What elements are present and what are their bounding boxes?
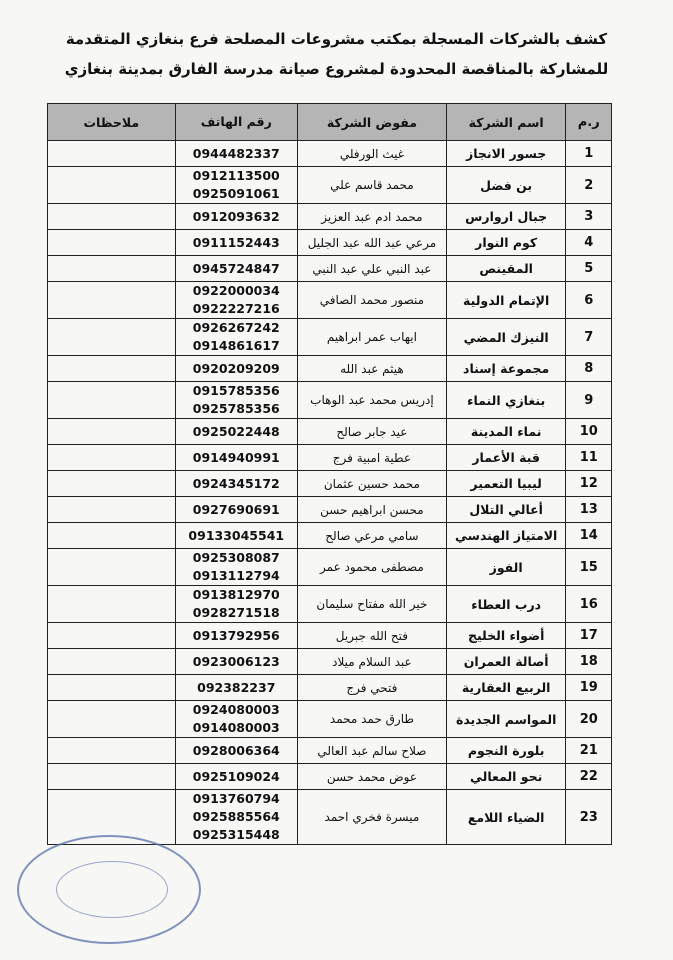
phone-number: 0914861617 xyxy=(192,338,280,353)
phone-number: 0913812970 xyxy=(192,587,280,602)
phone-number: 0914940991 xyxy=(192,449,280,465)
table-row xyxy=(48,549,612,586)
phone-numbers xyxy=(175,586,297,623)
table-header-row xyxy=(48,104,612,141)
phone-numbers xyxy=(175,471,297,497)
row-number: 10 xyxy=(566,419,612,445)
companies-table xyxy=(47,103,612,845)
phone-number: 0924345172 xyxy=(192,475,280,491)
row-number: 5 xyxy=(566,256,612,282)
company-name: المقينص xyxy=(446,256,566,282)
company-representative: محمد حسين عثمان xyxy=(298,471,447,497)
company-representative: مرعي عبد الله عبد الجليل xyxy=(298,230,447,256)
row-number: 4 xyxy=(566,230,612,256)
phone-number: 0912093632 xyxy=(192,208,280,224)
company-representative: طارق حمد محمد xyxy=(298,701,447,738)
company-name: أعالي التلال xyxy=(446,497,566,523)
company-representative: عبد النبي علي عبد النبي xyxy=(298,256,447,282)
row-number: 13 xyxy=(566,497,612,523)
company-name: أصالة العمران xyxy=(446,649,566,675)
header-phone-number: رقم الهاتف xyxy=(175,104,297,141)
company-name: النيزك المضي xyxy=(446,319,566,356)
company-representative: فتح الله جبريل xyxy=(298,623,447,649)
phone-numbers xyxy=(175,790,297,845)
notes-cell xyxy=(48,319,176,356)
company-name: بن فضل xyxy=(446,167,566,204)
row-number: 6 xyxy=(566,282,612,319)
phone-numbers xyxy=(175,141,297,167)
phone-numbers xyxy=(175,738,297,764)
table-row xyxy=(48,675,612,701)
table-row xyxy=(48,167,612,204)
row-number: 16 xyxy=(566,586,612,623)
company-name: نماء المدينة xyxy=(446,419,566,445)
table-row xyxy=(48,230,612,256)
company-representative: عبد السلام ميلاد xyxy=(298,649,447,675)
row-number: 23 xyxy=(566,790,612,845)
phone-number: 0925109024 xyxy=(192,768,280,784)
company-representative: عوض محمد حسن xyxy=(298,764,447,790)
phone-number: 0926267242 xyxy=(192,320,280,335)
company-representative: خير الله مفتاح سليمان xyxy=(298,586,447,623)
table-row xyxy=(48,497,612,523)
header-notes: ملاحظات xyxy=(48,104,176,141)
company-representative: هيثم عبد الله xyxy=(298,356,447,382)
notes-cell xyxy=(48,623,176,649)
company-name: الفوز xyxy=(446,549,566,586)
phone-numbers xyxy=(175,649,297,675)
table-row xyxy=(48,649,612,675)
header-company-representative: مفوض الشركة xyxy=(298,104,447,141)
document-subtitle: للمشاركة بالمناقصة المحدودة لمشروع صيانة مدرسة الفارق بمدينة بنغازي xyxy=(64,60,609,78)
row-number: 20 xyxy=(566,701,612,738)
row-number: 9 xyxy=(566,382,612,419)
notes-cell xyxy=(48,204,176,230)
phone-number: 0925785356 xyxy=(192,401,280,416)
notes-cell xyxy=(48,167,176,204)
phone-numbers xyxy=(175,319,297,356)
company-name: بنغازي النماء xyxy=(446,382,566,419)
row-number: 21 xyxy=(566,738,612,764)
document-title: كشف بالشركات المسجلة بمكتب مشروعات المصلحة فرع بنغازي المتقدمة xyxy=(65,30,608,48)
company-representative: فتحي فرج xyxy=(298,675,447,701)
notes-cell xyxy=(48,586,176,623)
phone-number: 092382237 xyxy=(197,679,276,695)
phone-numbers xyxy=(175,497,297,523)
company-name: درب العطاء xyxy=(446,586,566,623)
company-representative: إدريس محمد عبد الوهاب xyxy=(298,382,447,419)
table-row xyxy=(48,701,612,738)
phone-number: 0925091061 xyxy=(192,186,280,201)
company-representative: عطية امبية فرج xyxy=(298,445,447,471)
phone-number: 0923006123 xyxy=(192,653,280,669)
table-row xyxy=(48,319,612,356)
company-name: الربيع العقارية xyxy=(446,675,566,701)
table-row xyxy=(48,282,612,319)
row-number: 14 xyxy=(566,523,612,549)
phone-number: 0915785356 xyxy=(192,383,280,398)
table-row xyxy=(48,586,612,623)
notes-cell xyxy=(48,256,176,282)
company-name: مجموعة إسناد xyxy=(446,356,566,382)
phone-number: 0922000034 xyxy=(192,283,280,298)
official-stamp-inner-ring xyxy=(56,861,168,918)
company-name: الإتمام الدولية xyxy=(446,282,566,319)
phone-numbers xyxy=(175,549,297,586)
phone-numbers xyxy=(175,764,297,790)
table-row xyxy=(48,204,612,230)
notes-cell xyxy=(48,230,176,256)
phone-number: 09133045541 xyxy=(188,527,285,543)
notes-cell xyxy=(48,356,176,382)
phone-numbers xyxy=(175,419,297,445)
row-number: 2 xyxy=(566,167,612,204)
row-number: 1 xyxy=(566,141,612,167)
phone-number: 0922227216 xyxy=(192,301,280,316)
phone-numbers xyxy=(175,445,297,471)
company-representative: عيد جابر صالح xyxy=(298,419,447,445)
phone-number: 0914080003 xyxy=(192,720,280,735)
table-row xyxy=(48,445,612,471)
company-representative: محمد قاسم علي xyxy=(298,167,447,204)
company-name: نحو المعالي xyxy=(446,764,566,790)
company-representative: محمد ادم عبد العزيز xyxy=(298,204,447,230)
notes-cell xyxy=(48,738,176,764)
company-name: الامتياز الهندسي xyxy=(446,523,566,549)
company-name: قبة الأعمار xyxy=(446,445,566,471)
phone-numbers xyxy=(175,356,297,382)
table-row xyxy=(48,523,612,549)
notes-cell xyxy=(48,764,176,790)
company-name: جسور الانجاز xyxy=(446,141,566,167)
table-row xyxy=(48,256,612,282)
company-name: أضواء الخليج xyxy=(446,623,566,649)
phone-numbers xyxy=(175,675,297,701)
phone-number: 0925308087 xyxy=(192,550,280,565)
table-row xyxy=(48,356,612,382)
phone-numbers xyxy=(175,701,297,738)
phone-number: 0925315448 xyxy=(192,827,280,842)
notes-cell xyxy=(48,419,176,445)
phone-numbers xyxy=(175,523,297,549)
phone-numbers xyxy=(175,282,297,319)
phone-number: 0925885564 xyxy=(192,809,280,824)
company-name: المواسم الجديدة xyxy=(446,701,566,738)
company-representative: ايهاب عمر ابراهيم xyxy=(298,319,447,356)
company-name: ليبيا التعمير xyxy=(446,471,566,497)
table-row xyxy=(48,382,612,419)
phone-numbers xyxy=(175,204,297,230)
notes-cell xyxy=(48,701,176,738)
phone-numbers xyxy=(175,256,297,282)
phone-number: 0944482337 xyxy=(192,145,280,161)
company-representative: محسن ابراهيم حسن xyxy=(298,497,447,523)
row-number: 8 xyxy=(566,356,612,382)
phone-number: 0927690691 xyxy=(192,501,280,517)
notes-cell xyxy=(48,141,176,167)
table-row xyxy=(48,764,612,790)
table-row xyxy=(48,141,612,167)
row-number: 3 xyxy=(566,204,612,230)
notes-cell xyxy=(48,675,176,701)
phone-number: 0945724847 xyxy=(192,260,280,276)
company-representative: غيث الورفلي xyxy=(298,141,447,167)
notes-cell xyxy=(48,549,176,586)
phone-number: 0913112794 xyxy=(192,568,280,583)
header-number: ر.م xyxy=(566,104,612,141)
company-name: كوم النوار xyxy=(446,230,566,256)
company-name: جبال اروارس xyxy=(446,204,566,230)
company-representative: صلاح سالم عبد العالي xyxy=(298,738,447,764)
notes-cell xyxy=(48,445,176,471)
notes-cell xyxy=(48,471,176,497)
phone-number: 0928271518 xyxy=(192,605,280,620)
company-representative: مصطفى محمود عمر xyxy=(298,549,447,586)
notes-cell xyxy=(48,282,176,319)
company-name: بلورة النجوم xyxy=(446,738,566,764)
row-number: 11 xyxy=(566,445,612,471)
table-row xyxy=(48,623,612,649)
phone-numbers xyxy=(175,230,297,256)
row-number: 19 xyxy=(566,675,612,701)
row-number: 22 xyxy=(566,764,612,790)
phone-number: 0928006364 xyxy=(192,742,280,758)
row-number: 17 xyxy=(566,623,612,649)
phone-numbers xyxy=(175,167,297,204)
row-number: 18 xyxy=(566,649,612,675)
row-number: 7 xyxy=(566,319,612,356)
header-company-name: اسم الشركة xyxy=(446,104,566,141)
row-number: 15 xyxy=(566,549,612,586)
phone-number: 0924080003 xyxy=(192,702,280,717)
table-row xyxy=(48,738,612,764)
company-representative: منصور محمد الصافي xyxy=(298,282,447,319)
phone-numbers xyxy=(175,623,297,649)
notes-cell xyxy=(48,497,176,523)
phone-number: 0913760794 xyxy=(192,791,280,806)
phone-numbers xyxy=(175,382,297,419)
company-name: الضياء اللامع xyxy=(446,790,566,845)
phone-number: 0920209209 xyxy=(192,360,280,376)
table-row xyxy=(48,419,612,445)
company-representative: سامي مرعي صالح xyxy=(298,523,447,549)
table-row xyxy=(48,471,612,497)
notes-cell xyxy=(48,523,176,549)
phone-number: 0911152443 xyxy=(192,234,280,250)
phone-number: 0925022448 xyxy=(192,423,280,439)
notes-cell xyxy=(48,382,176,419)
phone-number: 0912113500 xyxy=(192,168,280,183)
notes-cell xyxy=(48,649,176,675)
table-body xyxy=(48,141,612,845)
phone-number: 0913792956 xyxy=(192,627,280,643)
row-number: 12 xyxy=(566,471,612,497)
company-representative: ميسرة فخري احمد xyxy=(298,790,447,845)
